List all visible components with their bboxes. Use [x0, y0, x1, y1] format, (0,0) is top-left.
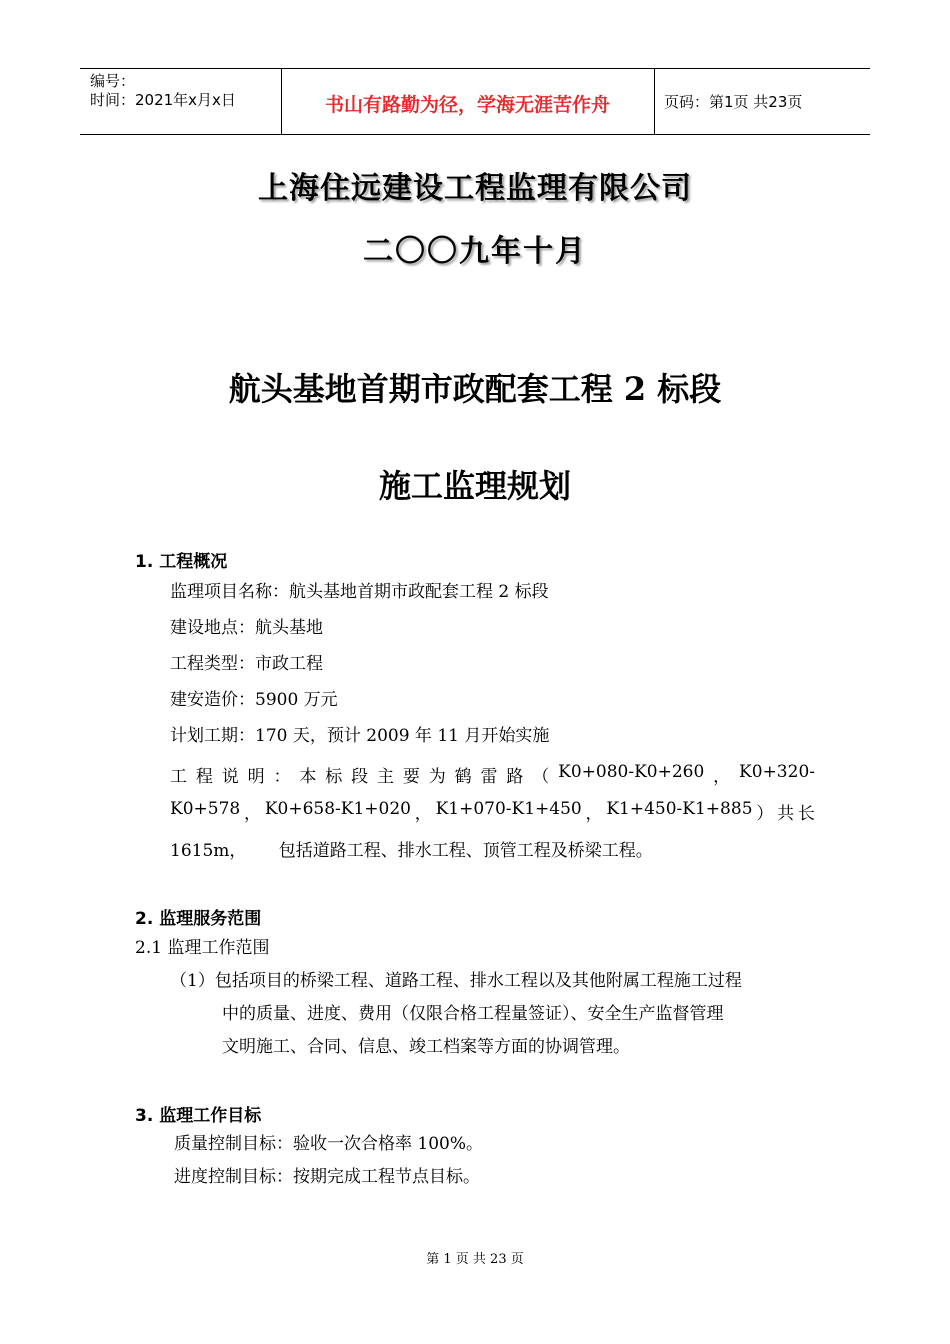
desc-token: K0+658-K1+020	[264, 799, 411, 819]
goal-line: 质量控制目标：验收一次合格率 100%。	[174, 1134, 484, 1154]
desc-token: 说	[221, 767, 239, 787]
overview-line: 建设地点：航头基地	[170, 618, 323, 638]
header-top-rule	[80, 68, 870, 69]
desc-token: ，	[585, 804, 603, 824]
desc-token: 工	[170, 767, 187, 787]
desc-token: 共	[777, 804, 795, 824]
goal-line: 进度控制目标：按期完成工程节点目标。	[174, 1167, 480, 1187]
page-footer: 第 1 页 共 23 页	[426, 1252, 524, 1267]
desc-token: 长	[797, 804, 815, 824]
section-heading-goals: 3. 监理工作目标	[135, 1106, 262, 1126]
desc-token: ）	[756, 804, 774, 824]
desc-token: 为	[428, 767, 446, 787]
project-description-line	[170, 799, 815, 824]
desc-token: ，	[713, 767, 731, 787]
overview-line: 监理项目名称：航头基地首期市政配套工程 2 标段	[170, 582, 549, 602]
overview-line: 计划工期：170 天，预计 2009 年 11 月开始实施	[170, 726, 550, 746]
header-motto: 书山有路勤为径，学海无涯苦作舟	[324, 94, 610, 116]
desc-token: 鹤	[454, 767, 472, 787]
desc-token: K0+578	[170, 799, 241, 819]
desc-token: 明	[247, 767, 265, 787]
scope-item-line: 中的质量、进度、费用（仅限合格工程量签证）、安全生产监督管理	[222, 1004, 724, 1024]
desc-token: 要	[402, 767, 420, 787]
desc-token: 本	[299, 767, 317, 787]
company-title: 上海住远建设工程监理有限公司	[258, 171, 692, 206]
section-heading-scope: 2. 监理服务范围	[135, 909, 262, 929]
header-page-code: 页码：第1页 共23页	[664, 93, 803, 111]
scope-item-line: （1）包括项目的桥梁工程、道路工程、排水工程以及其他附属工程施工过程	[170, 971, 742, 991]
desc-token: K0+320-	[739, 762, 815, 782]
desc-token: ，	[244, 804, 262, 824]
project-description-line: 1615m， 包括道路工程、排水工程、顶管工程及桥梁工程。	[170, 841, 653, 861]
project-title: 航头基地首期市政配套工程 2 标段	[228, 370, 722, 408]
desc-token: ：	[273, 767, 291, 787]
desc-token: 路	[506, 767, 524, 787]
project-description-line	[170, 762, 815, 787]
desc-token: 段	[351, 767, 369, 787]
section-heading-overview: 1. 工程概况	[135, 552, 228, 572]
document-time-label: 时间：2021年x月x日	[90, 91, 236, 109]
overview-line: 工程类型：市政工程	[170, 654, 323, 674]
desc-token: 程	[195, 767, 213, 787]
subsection-heading: 2.1 监理工作范围	[135, 938, 270, 958]
desc-token: 标	[325, 767, 343, 787]
scope-item-line: 文明施工、合同、信息、竣工档案等方面的协调管理。	[222, 1037, 630, 1057]
plan-title: 施工监理规划	[378, 467, 571, 505]
desc-token: （	[532, 767, 550, 787]
document-date: 二〇〇九年十月	[363, 234, 587, 269]
desc-token: K1+070-K1+450	[435, 799, 582, 819]
overview-line: 建安造价：5900 万元	[170, 690, 338, 710]
desc-token: ，	[414, 804, 432, 824]
desc-token: K1+450-K1+885	[606, 799, 753, 819]
document-number-label: 编号：	[90, 72, 136, 90]
desc-token: K0+080-K0+260	[558, 762, 705, 782]
desc-token: 雷	[480, 767, 498, 787]
header-bottom-rule	[80, 134, 870, 135]
desc-token: 主	[377, 767, 394, 787]
header-divider	[654, 68, 655, 134]
